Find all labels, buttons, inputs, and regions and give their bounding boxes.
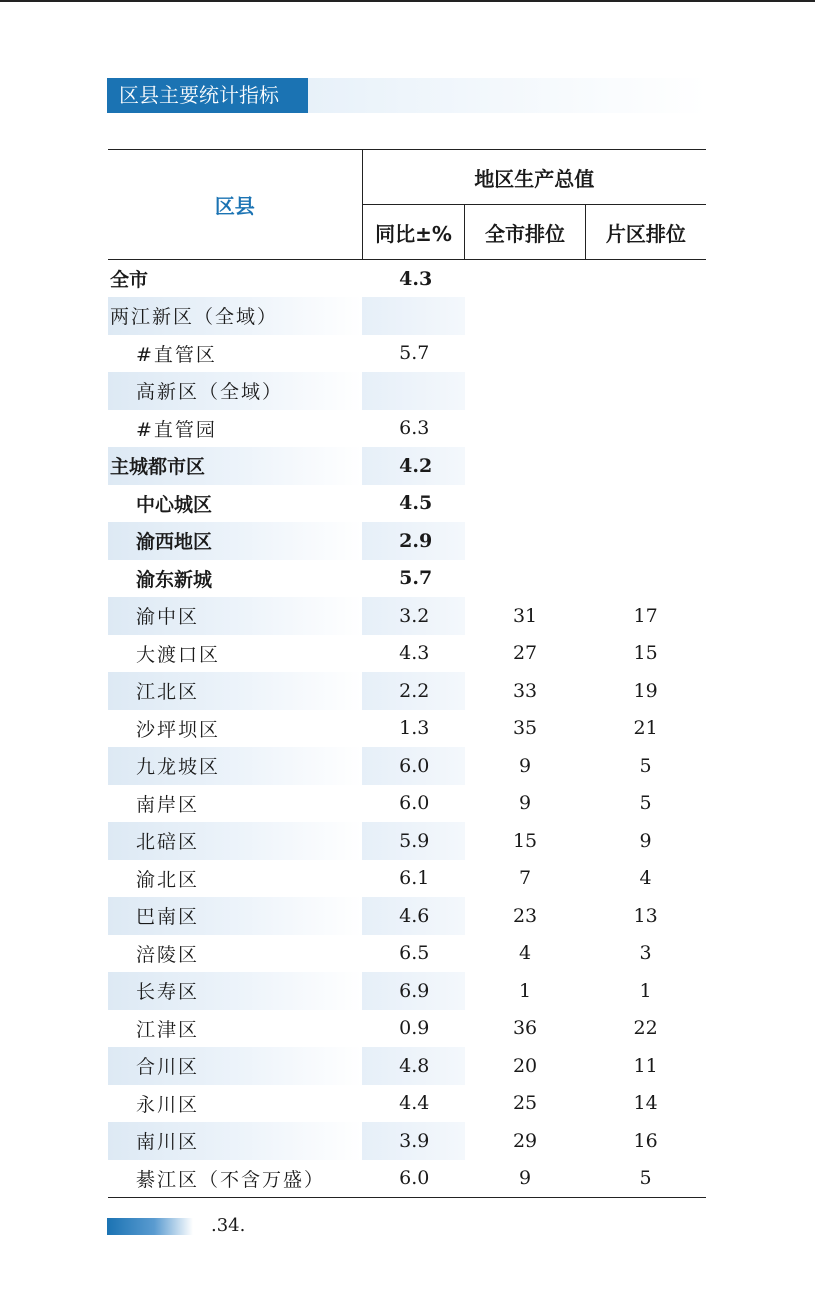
row-city-rank xyxy=(465,335,585,373)
table-row xyxy=(108,335,706,373)
row-city-rank xyxy=(465,410,585,448)
row-name: 渝东新城 xyxy=(136,568,213,591)
row-area-rank xyxy=(585,335,706,373)
row-city-rank: 29 xyxy=(465,1122,585,1160)
row-name: 綦江区（不含万盛） xyxy=(108,1160,362,1198)
row-yoy: 4.8 xyxy=(362,1047,465,1085)
row-name: 涪陵区 xyxy=(136,943,200,966)
row-area-rank: 13 xyxy=(585,897,706,935)
row-city-rank: 23 xyxy=(465,897,585,935)
row-city-rank: 4 xyxy=(518,942,532,965)
row-area-rank xyxy=(585,560,706,598)
row-city-rank xyxy=(465,372,585,410)
table-row xyxy=(108,522,706,560)
row-city-rank: 9 xyxy=(465,747,585,785)
row-name: #直管区 xyxy=(136,343,217,366)
row-yoy: 6.0 xyxy=(399,792,430,815)
table-row xyxy=(108,897,706,935)
table-body xyxy=(108,260,706,1198)
row-name: 全市 xyxy=(110,269,149,291)
table-row xyxy=(108,710,706,748)
row-area-rank: 1 xyxy=(585,972,706,1010)
table-row xyxy=(108,297,706,335)
row-area-rank: 19 xyxy=(585,672,706,710)
row-area-rank: 5 xyxy=(639,792,652,815)
row-yoy: 4.2 xyxy=(362,447,465,485)
row-area-rank: 4 xyxy=(639,867,652,890)
table-row xyxy=(108,860,706,898)
row-name: 渝中区 xyxy=(108,597,362,635)
row-city-rank: 7 xyxy=(518,867,532,890)
row-area-rank xyxy=(585,372,706,410)
row-yoy: 4.3 xyxy=(399,267,433,290)
row-name: 九龙坡区 xyxy=(108,747,362,785)
row-city-rank: 33 xyxy=(465,672,585,710)
row-yoy xyxy=(362,372,465,410)
row-city-rank: 36 xyxy=(512,1017,538,1040)
row-yoy: 2.9 xyxy=(362,522,465,560)
table-row xyxy=(108,747,706,785)
table-row xyxy=(108,972,706,1010)
row-yoy: 4.5 xyxy=(399,492,433,515)
row-name: 长寿区 xyxy=(108,972,362,1010)
row-name: 中心城区 xyxy=(136,493,213,516)
row-area-rank: 21 xyxy=(633,717,658,740)
table-row xyxy=(108,260,706,298)
table-row xyxy=(108,1085,706,1123)
row-city-rank: 1 xyxy=(465,972,585,1010)
row-area-rank xyxy=(585,297,706,335)
row-name: 两江新区（全域） xyxy=(108,297,362,335)
row-area-rank xyxy=(585,522,706,560)
row-area-rank: 5 xyxy=(585,1160,706,1198)
row-name: 永川区 xyxy=(136,1093,200,1116)
table-row xyxy=(108,485,706,523)
row-area-rank: 15 xyxy=(633,642,658,665)
row-area-rank: 14 xyxy=(633,1092,658,1115)
row-yoy: 2.2 xyxy=(362,672,465,710)
row-yoy: 4.6 xyxy=(362,897,465,935)
row-name: 北碚区 xyxy=(108,822,362,860)
row-yoy: 4.3 xyxy=(399,642,430,665)
row-area-rank: 3 xyxy=(639,942,652,965)
row-yoy: 4.4 xyxy=(399,1092,430,1115)
header-area-rank: 片区排位 xyxy=(585,205,706,260)
table-row xyxy=(108,1122,706,1160)
table-row xyxy=(108,597,706,635)
row-yoy: 6.0 xyxy=(362,747,465,785)
row-yoy: 5.7 xyxy=(399,567,433,590)
row-city-rank: 25 xyxy=(512,1092,538,1115)
table-row xyxy=(108,672,706,710)
row-name: 南川区 xyxy=(108,1122,362,1160)
row-yoy: 6.9 xyxy=(362,972,465,1010)
table-row xyxy=(108,822,706,860)
row-yoy: 6.1 xyxy=(399,867,430,890)
row-yoy: 3.9 xyxy=(362,1122,465,1160)
row-area-rank xyxy=(585,410,706,448)
row-city-rank: 9 xyxy=(465,1160,585,1198)
section-title: 区县主要统计指标 xyxy=(107,78,308,113)
row-name: 合川区 xyxy=(108,1047,362,1085)
row-yoy: 5.9 xyxy=(362,822,465,860)
table-row xyxy=(108,447,706,485)
row-area-rank: 16 xyxy=(585,1122,706,1160)
row-city-rank: 27 xyxy=(512,642,538,665)
row-yoy: 5.7 xyxy=(399,342,430,365)
row-name: 渝北区 xyxy=(136,868,200,891)
table-row xyxy=(108,1160,706,1198)
row-area-rank: 5 xyxy=(585,747,706,785)
table-row xyxy=(108,372,706,410)
row-name: 高新区（全域） xyxy=(108,372,362,410)
row-city-rank xyxy=(465,260,585,298)
row-name: 南岸区 xyxy=(136,793,200,816)
row-yoy: 0.9 xyxy=(399,1017,430,1040)
table-row xyxy=(108,410,706,448)
row-city-rank xyxy=(465,447,585,485)
table-row xyxy=(108,935,706,973)
table-row xyxy=(108,635,706,673)
row-city-rank xyxy=(465,560,585,598)
row-area-rank xyxy=(585,260,706,298)
row-area-rank: 17 xyxy=(585,597,706,635)
row-yoy: 6.5 xyxy=(399,942,430,965)
row-yoy xyxy=(362,297,465,335)
row-yoy: 3.2 xyxy=(362,597,465,635)
header-yoy: 同比±% xyxy=(362,205,465,260)
table-row xyxy=(108,1010,706,1048)
row-name: 江北区 xyxy=(108,672,362,710)
row-city-rank: 15 xyxy=(465,822,585,860)
table-row xyxy=(108,785,706,823)
row-yoy: 1.3 xyxy=(399,717,430,740)
row-yoy: 6.3 xyxy=(399,417,430,440)
header-region: 区县 xyxy=(108,150,362,260)
gdp-table xyxy=(108,149,706,1198)
table-row xyxy=(108,560,706,598)
row-name: 巴南区 xyxy=(108,897,362,935)
row-name: 江津区 xyxy=(136,1018,200,1041)
footer-bar xyxy=(107,1218,193,1235)
header-city-rank: 全市排位 xyxy=(465,205,585,260)
page-number: .34. xyxy=(211,1215,246,1236)
row-name: #直管园 xyxy=(136,418,217,441)
row-city-rank: 9 xyxy=(518,792,532,815)
row-city-rank: 20 xyxy=(465,1047,585,1085)
row-yoy: 6.0 xyxy=(362,1160,465,1198)
row-name: 主城都市区 xyxy=(108,447,362,485)
top-rule xyxy=(0,0,815,2)
row-area-rank: 9 xyxy=(585,822,706,860)
row-city-rank xyxy=(465,485,585,523)
header-gdp: 地区生产总值 xyxy=(362,150,706,205)
row-area-rank: 11 xyxy=(585,1047,706,1085)
row-city-rank: 35 xyxy=(512,717,538,740)
row-area-rank xyxy=(585,447,706,485)
row-name: 沙坪坝区 xyxy=(136,718,221,741)
row-city-rank: 31 xyxy=(465,597,585,635)
table-row xyxy=(108,1047,706,1085)
row-name: 渝西地区 xyxy=(108,522,362,560)
row-name: 大渡口区 xyxy=(136,643,221,666)
row-city-rank xyxy=(465,522,585,560)
row-city-rank xyxy=(465,297,585,335)
row-area-rank: 22 xyxy=(633,1017,658,1040)
row-area-rank xyxy=(585,485,706,523)
